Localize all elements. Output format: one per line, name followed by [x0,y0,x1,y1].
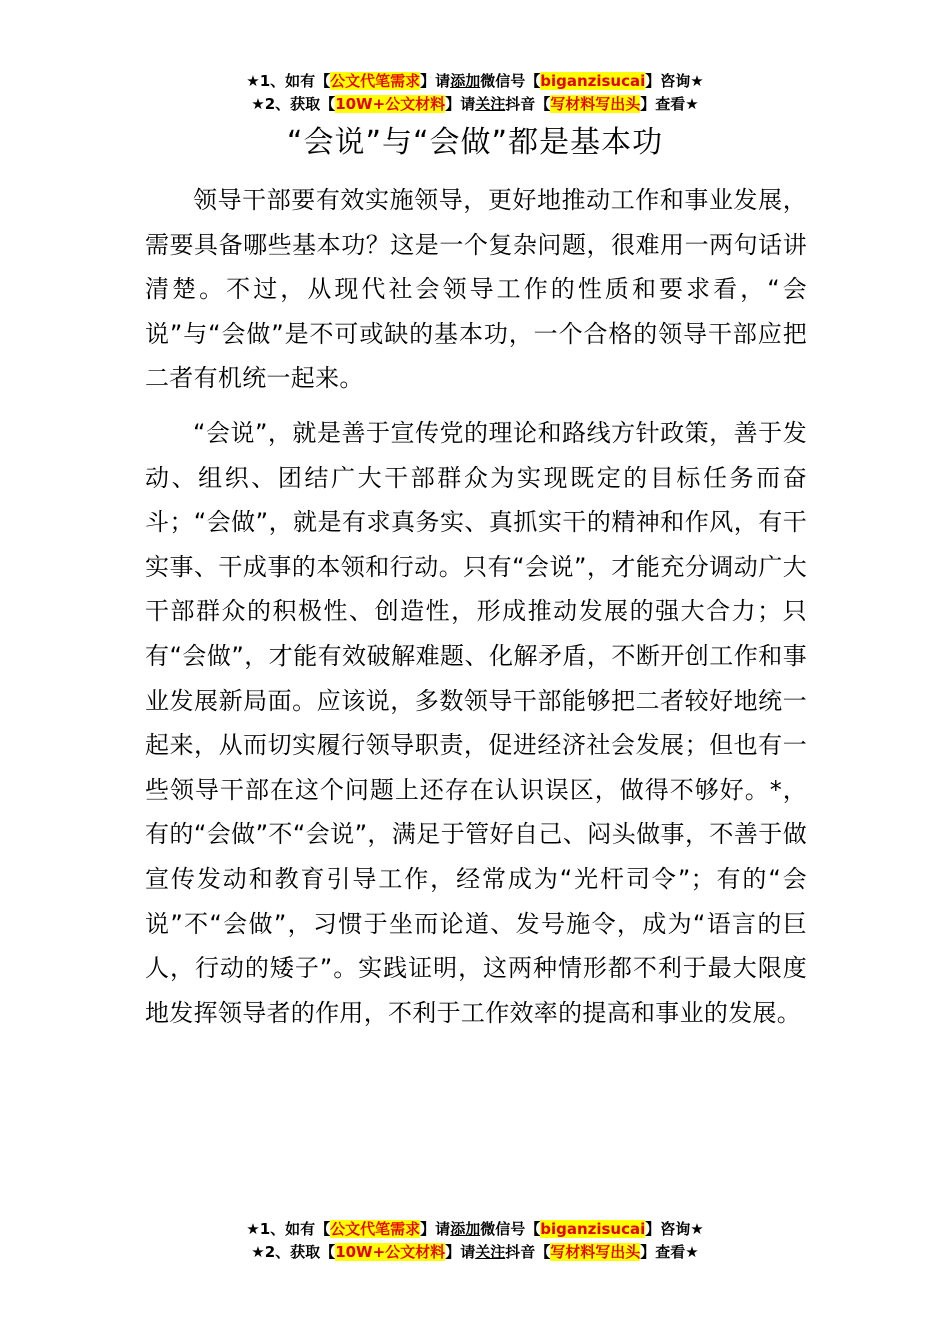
header-line-2-highlight-materials: 10W+公文材料 [335,95,446,113]
header-line-2 [0,93,950,116]
footer-line-1-text: ★1、如有【 [246,1220,331,1238]
header-line-2-text: 抖音【 [505,95,551,113]
paragraph: 领导干部要有效实施领导，更好地推动工作和事业发展，需要具备哪些基本功？这是一个复杂问题，很难用一两句话讲清楚。不过，从现代社会领导工作的性质和要求看，“会说”与“会做”是不可或缺的基本功，一个合格的领导干部应把二者有机统一起来。 [145,186,807,393]
header-line-1-text: 】咨询★ [645,72,704,90]
footer-line-1-text: 】咨询★ [645,1220,704,1238]
header-line-1 [0,70,950,93]
footer-line-2-text: 】请 [445,1243,476,1261]
header-line-1-highlight-service: 公文代笔需求 [330,72,421,90]
footer-line-1-highlight-wechat: biganzisucai [540,1220,646,1238]
footer-line-2-text: 抖音【 [505,1243,551,1261]
header-line-2-text: 】请 [445,95,476,113]
header-line-2-text: ★2、获取【 [251,95,336,113]
footer-line-1 [0,1218,950,1241]
header-line-2-underlined: 关注 [475,95,506,113]
footer-line-1-text: 微信号【 [480,1220,541,1238]
footer-line-2-text: ★2、获取【 [251,1243,336,1261]
header-banner [0,70,950,116]
header-line-1-underlined: 添加 [450,72,481,90]
header-line-1-text: 微信号【 [480,72,541,90]
footer-line-2-highlight-douyin: 写材料写出头 [550,1243,641,1261]
footer-line-1-text: 】请 [420,1220,451,1238]
footer-line-1-underlined: 添加 [450,1220,481,1238]
header-line-1-text: ★1、如有【 [246,72,331,90]
header-line-2-highlight-douyin: 写材料写出头 [550,95,641,113]
paragraph: “会说”，就是善于宣传党的理论和路线方针政策，善于发动、组织、团结广大干部群众为实现既定的目标任务而奋斗；“会做”，就是有求真务实、真抓实干的精神和作风，有干实事、干成事的本领和行动。只有“会说”，才能充分调动广大干部群众的积极性、创造性，形成推动发展的强大合力；只有“会做”，才能有效破解难题、化解矛盾，不断开创工作和事业发展新局面。应该说，多数领导干部能够把二者较好地统一起来，从而切实履行领导职责，促进经济社会发展；但也有一些领导干部在这个问题上还存在认识误区，做得不够好。*，有的“会做”不“会说”，满足于管好自己、闷头做事，不善于做宣传发动和教育引导工作，经常成为“光杆司令”；有的“会说”不“会做”，习惯于坐而论道、发号施令，成为“语言的巨人，行动的矮子”。实践证明，这两种情形都不利于最大限度地发挥领导者的作用，不利于工作效率的提高和事业的发展。 [145,418,807,1027]
header-line-2-text: 】查看★ [640,95,699,113]
document-body [145,178,807,1045]
footer-line-2-highlight-materials: 10W+公文材料 [335,1243,446,1261]
footer-line-1-highlight-service: 公文代笔需求 [330,1220,421,1238]
footer-banner [0,1218,950,1264]
footer-line-2 [0,1241,950,1264]
document-title: “会说”与“会做”都是基本功 [286,125,664,160]
footer-line-2-text: 】查看★ [640,1243,699,1261]
footer-line-2-underlined: 关注 [475,1243,506,1261]
header-line-1-text: 】请 [420,72,451,90]
header-line-1-highlight-wechat: biganzisucai [540,72,646,90]
